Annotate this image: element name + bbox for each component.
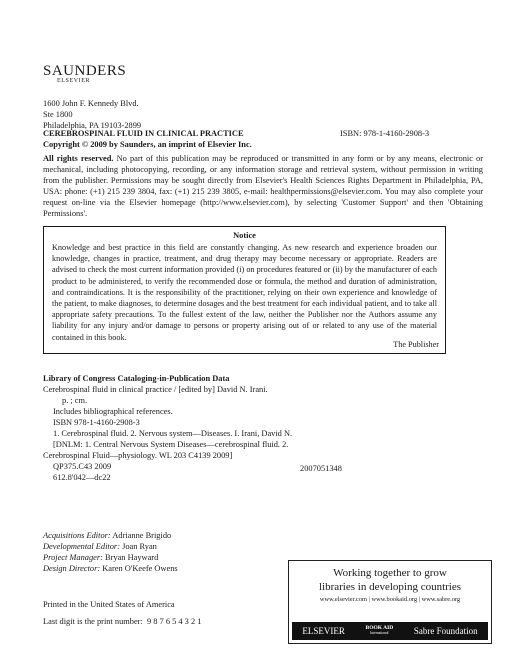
bookaid-logo	[366, 626, 394, 637]
credits	[43, 530, 178, 574]
lccn-number: 2007051348	[300, 464, 342, 473]
address-line: 1600 John F. Kennedy Blvd.	[43, 99, 139, 108]
credit-line	[43, 530, 178, 541]
notice-body: Knowledge and best practice in this field are constantly changing. As new research and experience broaden our knowledge, changes in practice, treatment, and drug therapy may become necessary or appropriate. Readers are advised to check the most current information provided (i) on procedures featured or (ii) by the manufacturer of each product to be administered, to verify the recommended dose or formula, the method and duration of administration, and contraindications. It is the responsibility of the practitioner, relying on their own experience and knowledge of the patient, to make diagnoses, to determine dosages and the best treatment for each individual patient, and to take all appropriate safety precautions. To the fullest extent of the law, neither the Publisher nor the Authors assume any liability for any injury and/or damage to persons or property arising out of or related to any use of the material contained in this book.	[52, 243, 437, 342]
credit-name: Adrianne Brigido	[112, 531, 172, 540]
book-title: CEREBROSPINAL FLUID IN CLINICAL PRACTICE	[43, 129, 244, 138]
copyright-line: Copyright © 2009 by Saunders, an imprint of Elsevier Inc.	[43, 140, 252, 149]
bookaid-logo-text: BOOK AID	[365, 624, 394, 631]
cataloging-line: QP375.C43 2009	[53, 462, 112, 471]
isbn: ISBN: 978-1-4160-2908-3	[340, 129, 430, 138]
credit-role: Acquisitions Editor:	[43, 531, 111, 540]
bookaid-logo-sub: International	[370, 631, 389, 635]
publisher-address	[43, 98, 303, 131]
book-aid-badge	[288, 560, 492, 644]
printed-in: Printed in the United States of America	[43, 600, 175, 609]
credit-name: Bryan Hayward	[105, 553, 159, 562]
notice-heading: Notice	[233, 231, 256, 240]
sabre-logo: Sabre Foundation	[413, 626, 478, 636]
notice-box	[43, 226, 446, 354]
credit-name: Joan Ryan	[122, 542, 157, 551]
credit-name: Karen O'Keefe Owens	[102, 564, 178, 573]
rights-text: No part of this publication may be reproduced or transmitted in any form or by any means, electronic or mechanical, including photocopying, recording, or any information storage and retrieval system, without permission in writing from the publisher. Permissions may be sought directly from Elsevier's Health Sciences Rights Department in Philadelphia, PA, USA: phone: (+1) 215 239 3804, fax: (+1) 215 239 3805, e-mail: healthpermissions@elsevier.com. You may also complete your request on-line via the Elsevier homepage (http://www.elsevier.com), by selecting 'Customer Support' and then 'Obtaining Permissions'.	[43, 154, 484, 218]
print-number-line	[43, 616, 201, 627]
credit-role: Project Manager:	[43, 553, 103, 562]
address-line: Ste 1800	[43, 110, 73, 119]
credit-line	[43, 552, 178, 563]
cataloging-line: Cerebrospinal fluid in clinical practice / [edited by] David N. Irani.	[43, 385, 268, 394]
cataloging-line: Includes bibliographical references.	[53, 407, 173, 416]
cataloging-line: ISBN 978-1-4160-2908-3	[53, 418, 140, 427]
publisher-logo: SAUNDERS	[43, 63, 127, 79]
cataloging-heading: Library of Congress Cataloging-in-Publication Data	[43, 374, 230, 383]
badge-tagline	[289, 567, 491, 594]
cataloging-line: p. ; cm.	[62, 396, 88, 405]
cataloging-line: 612.8'042—dc22	[53, 473, 111, 482]
notice-signature: The Publisher	[393, 340, 439, 349]
cataloging-line: Cerebrospinal Fluid—physiology. WL 203 C4139 2009]	[43, 451, 233, 460]
print-number-digits: 9 8 7 6 5 4 3 2 1	[146, 617, 202, 626]
address-line: Philadelphia, PA 19103-2899	[43, 121, 142, 130]
cataloging-line: [DNLM: 1. Central Nervous System Diseases—cerebrospinal fluid. 2.	[53, 440, 289, 449]
title-block	[43, 128, 483, 150]
badge-tagline-2: libraries in developing countries	[318, 580, 462, 593]
print-number-label: Last digit is the print number:	[43, 617, 143, 626]
badge-tagline-1: Working together to grow	[333, 567, 447, 579]
badge-urls: www.elsevier.com | www.bookaid.org | www.sabre.org	[319, 596, 461, 603]
publisher-logo-sub: ELSEVIER	[57, 78, 91, 84]
credit-line	[43, 541, 178, 552]
elsevier-logo: ELSEVIER	[302, 626, 345, 636]
credit-role: Design Director:	[43, 564, 101, 573]
rights-lead: All rights reserved.	[43, 154, 114, 163]
credit-line	[43, 563, 178, 574]
rights-statement	[43, 153, 483, 219]
badge-logo-strip	[292, 622, 488, 640]
credit-role: Developmental Editor:	[43, 542, 120, 551]
cataloging-line: 1. Cerebrospinal fluid. 2. Nervous system—Diseases. I. Irani, David N.	[53, 429, 293, 438]
